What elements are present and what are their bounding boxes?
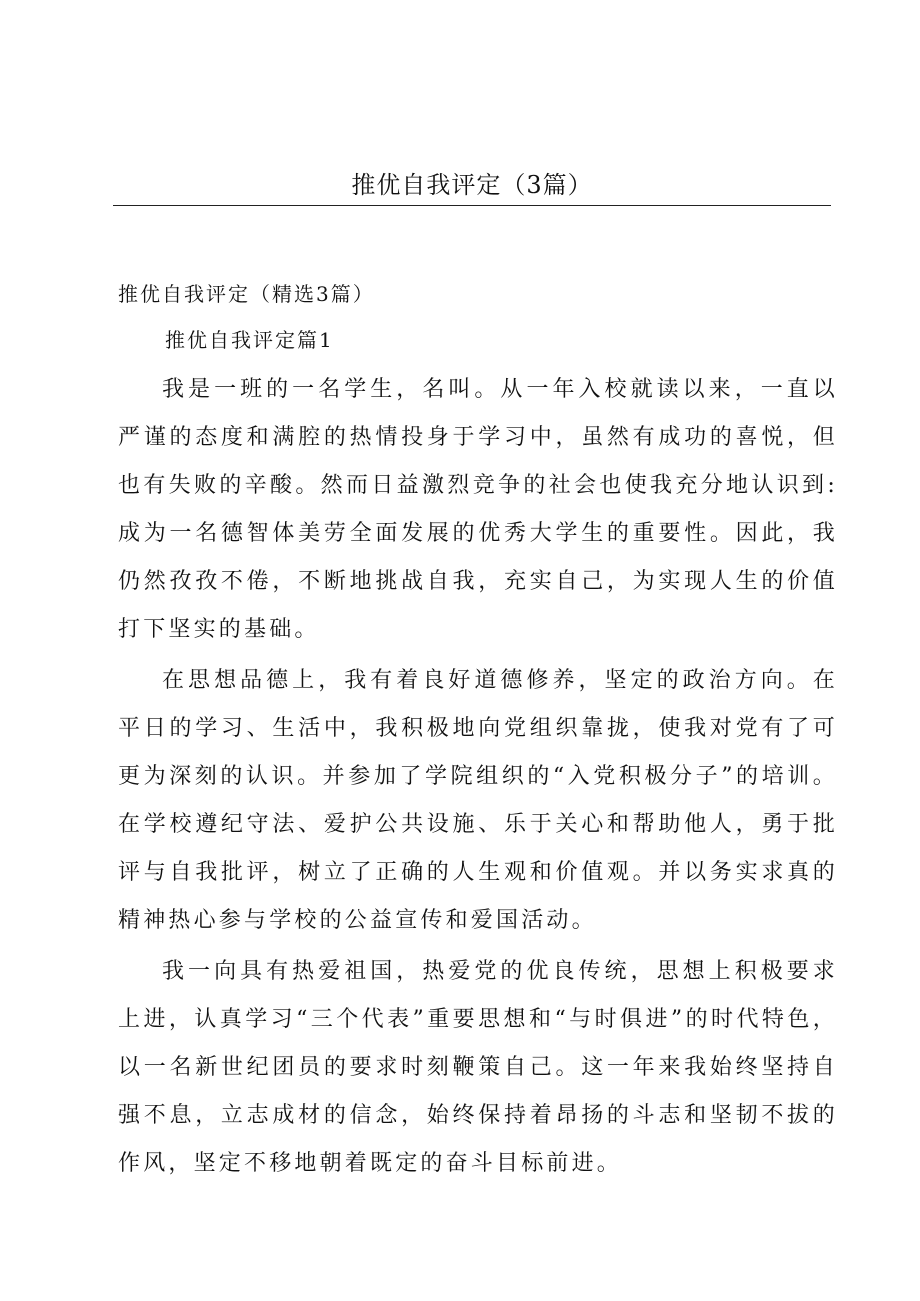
section-heading: 推优自我评定篇1 xyxy=(165,328,334,352)
paragraph-3: 我一向具有热爱祖国，热爱党的优良传统，思想上积极要求上进，认真学习“三个代表”重要思想和“与时俱进”的时代特色，以一名新世纪团员的要求时刻鞭策自己。这一年来我始终坚持自强不息，立志成材的信念，始终保持着昂扬的斗志和坚韧不拔的作风，坚定不移地朝着既定的奋斗目标前进。 xyxy=(118,959,838,1176)
paragraph-2: 在思想品德上，我有着良好道德修养，坚定的政治方向。在平日的学习、生活中，我积极地向党组织靠拢，使我对党有了可更为深刻的认识。并参加了学院组织的“入党积极分子”的培训。在学校遵纪守法、爱护公共设施、乐于关心和帮助他人，勇于批评与自我批评，树立了正确的人生观和价值观。并以务实求真的精神热心参与学校的公益宣传和爱国活动。 xyxy=(118,668,838,933)
document-title: 推优自我评定（3篇） xyxy=(351,171,593,199)
title-underline xyxy=(113,205,831,206)
document-subtitle: 推优自我评定（精选3篇） xyxy=(118,282,375,306)
document-body xyxy=(118,366,838,1191)
paragraph-1: 我是一班的一名学生，名叫。从一年入校就读以来，一直以严谨的态度和满腔的热情投身于学习中，虽然有成功的喜悦，但也有失败的辛酸。然而日益激烈竞争的社会也使我充分地认识到:成为一名德智体美劳全面发展的优秀大学生的重要性。因此，我仍然孜孜不倦，不断地挑战自我，充实自己，为实现人生的价值打下坚实的基础。 xyxy=(118,377,838,642)
